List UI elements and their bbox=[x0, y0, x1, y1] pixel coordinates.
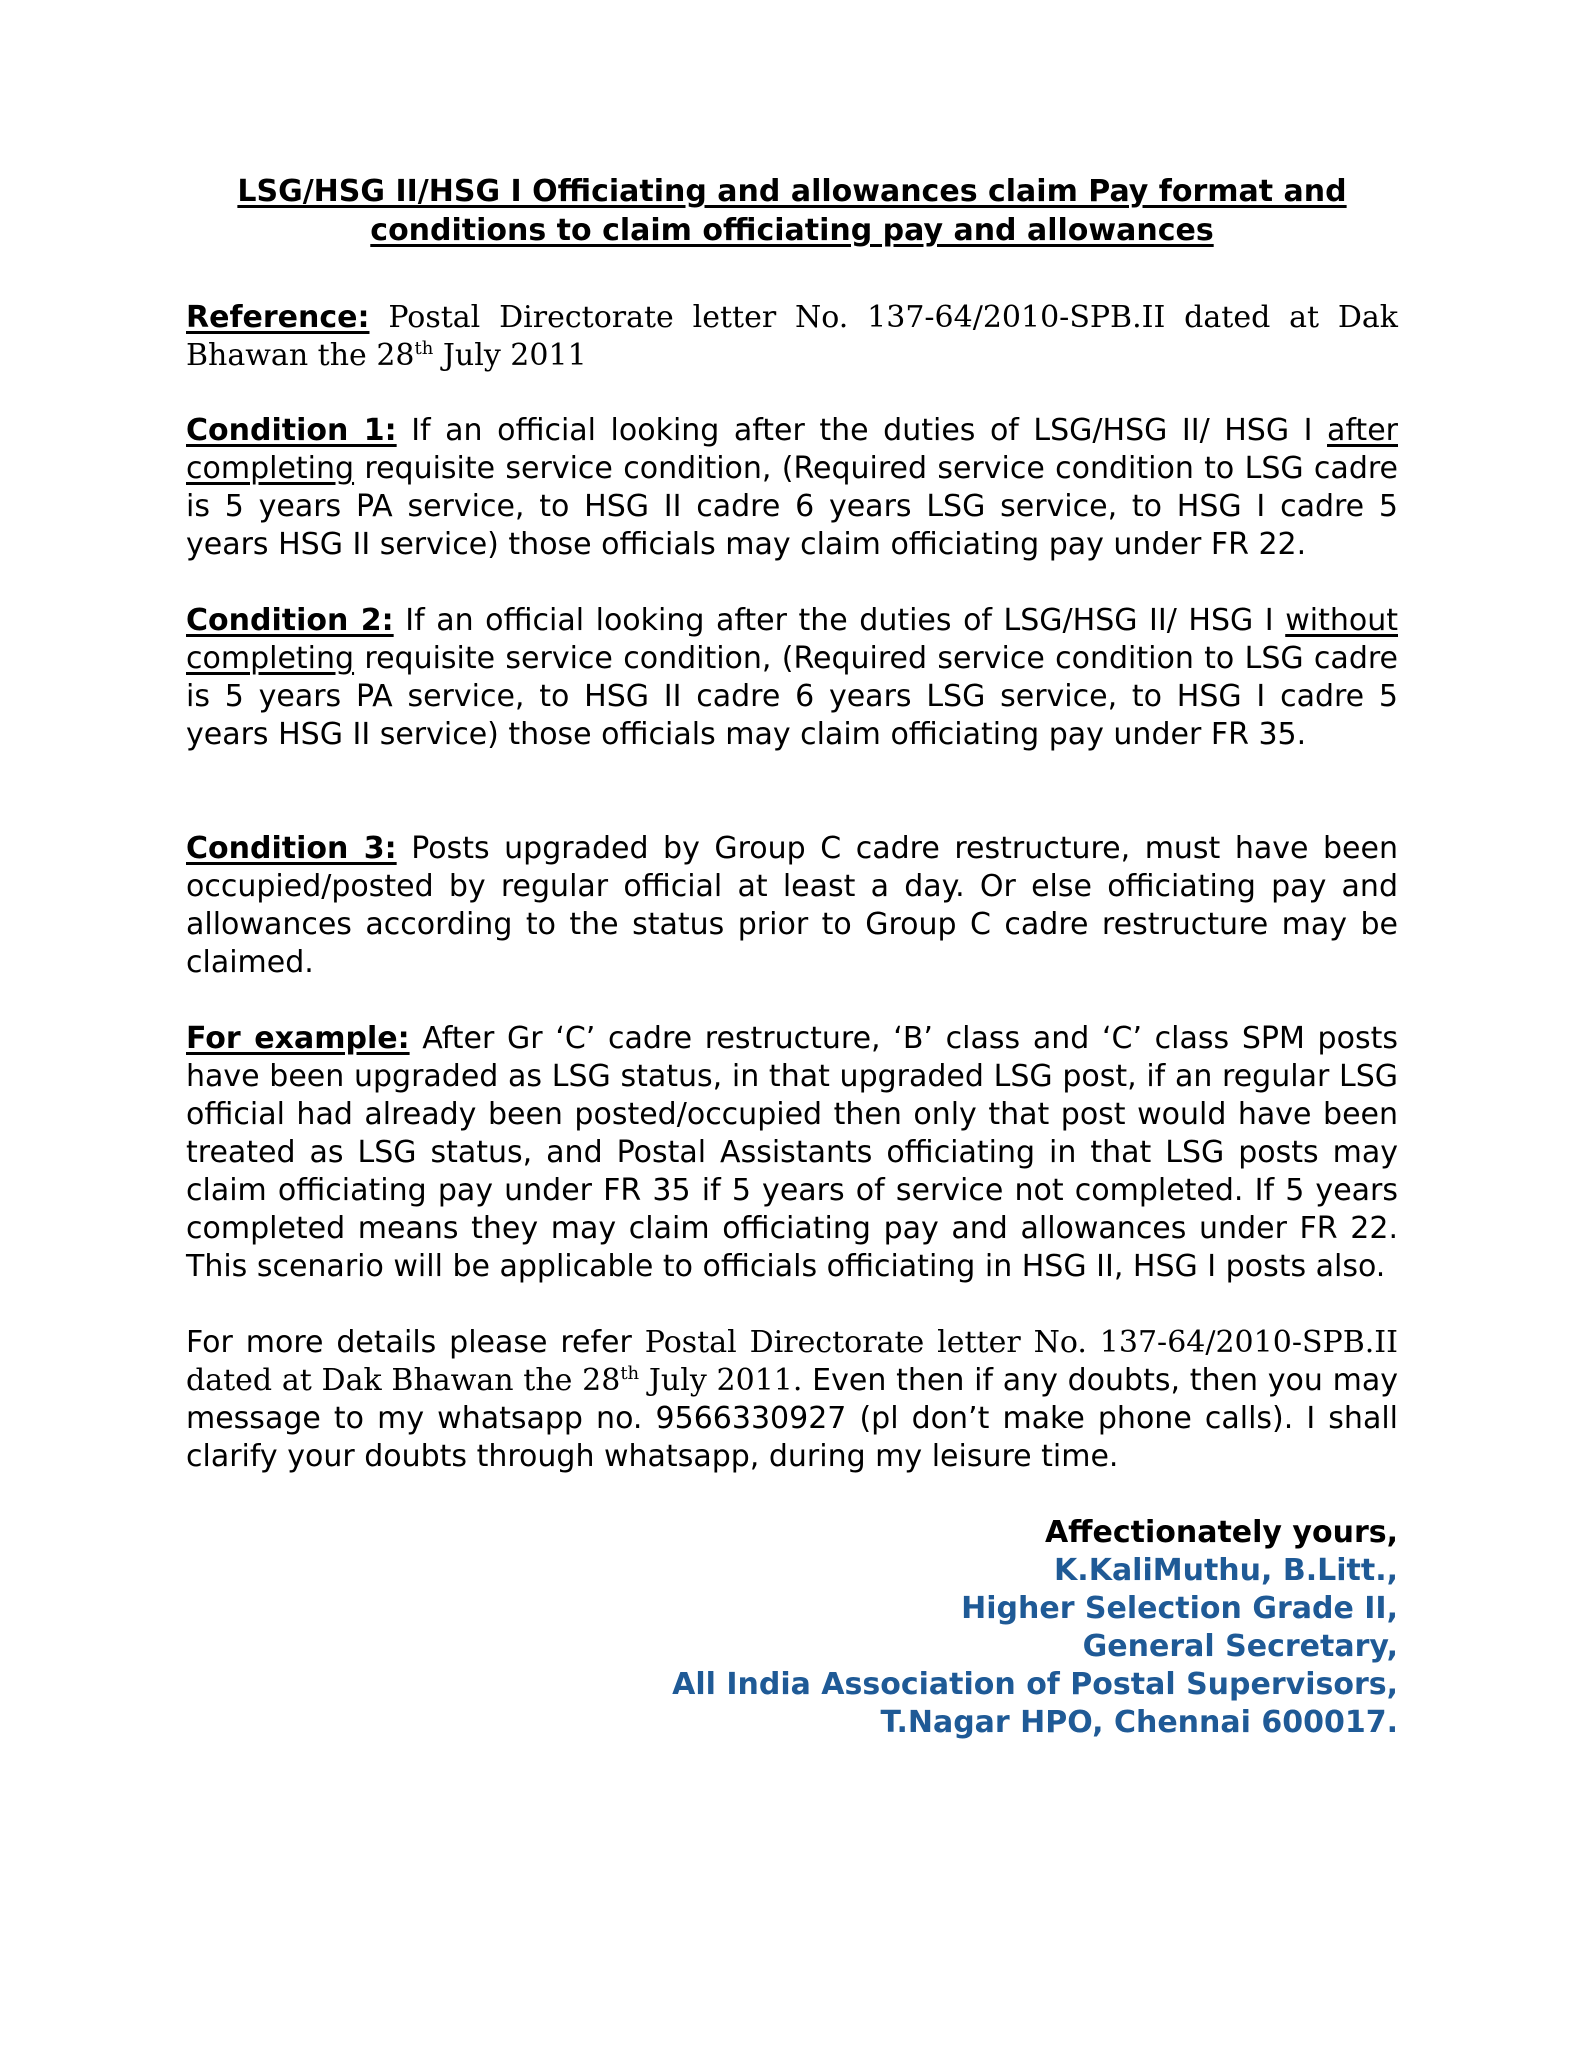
example-paragraph bbox=[186, 1020, 1398, 1286]
reference-sup: th bbox=[414, 338, 434, 359]
signature-name: K.KaliMuthu, B.Litt., bbox=[1054, 1553, 1398, 1588]
condition-3-paragraph bbox=[186, 830, 1398, 982]
details-text-end: Even then if any doubts, then you may message to my whatsapp no. 9566330927 (pl don’t make phone calls). I shall clarify your doubts through whatsapp, during my leisure time. bbox=[186, 1363, 1398, 1474]
signature-role: General Secretary, bbox=[1082, 1629, 1398, 1664]
signature-address: T.Nagar HPO, Chennai 600017. bbox=[880, 1705, 1398, 1740]
document-title bbox=[186, 172, 1398, 250]
condition-2-underlined: without completing bbox=[186, 603, 1398, 676]
condition-1-text: If an official looking after the duties of LSG/HSG II/ HSG I bbox=[411, 413, 1328, 448]
details-paragraph bbox=[186, 1324, 1398, 1476]
example-text: After Gr ‘C’ cadre restructure, ‘B’ class and ‘C’ class SPM posts have been upgraded as LSG status, in that upgraded LSG post, if an regular LSG official had already been posted/occupied then only that post would have been treated as LSG status, and Postal Assistants officiating in that LSG posts may claim officiating pay under FR 35 if 5 years of service not completed. If 5 years completed means they may claim officiating pay and allowances under FR 22. This scenario will be applicable to officials officiating in HSG II, HSG I posts also. bbox=[186, 1021, 1398, 1284]
signature-closing: Affectionately yours, bbox=[1044, 1515, 1398, 1550]
condition-2-paragraph bbox=[186, 602, 1398, 754]
condition-3-label: Condition 3: bbox=[186, 831, 397, 866]
signature-org: All India Association of Postal Supervisors, bbox=[672, 1667, 1398, 1702]
condition-2-text: If an official looking after the duties of LSG/HSG II/ HSG I bbox=[405, 603, 1286, 638]
signature-block bbox=[186, 1514, 1398, 1742]
signature-grade: Higher Selection Grade II, bbox=[961, 1591, 1398, 1626]
condition-3-text: Posts upgraded by Group C cadre restructure, must have been occupied/posted by regular official at least a day. Or else officiating pay and allowances according to the status prior to Group C cadre restructure may be claimed. bbox=[186, 831, 1398, 980]
details-sup: th bbox=[620, 1363, 640, 1384]
details-letter-date: July 2011. bbox=[639, 1363, 803, 1398]
document-page bbox=[186, 172, 1398, 1742]
title-line-2: conditions to claim officiating pay and allowances bbox=[370, 213, 1214, 248]
condition-1-text-end: requisite service condition, (Required service condition to LSG cadre is 5 years PA service, to HSG II cadre 6 years LSG service, to HSG I cadre 5 years HSG II service) those officials may claim officiating pay under FR 22. bbox=[186, 451, 1398, 562]
reference-text: Postal Directorate letter No. 137-64/2010-SPB.II dated at Dak Bhawan the 28 bbox=[186, 300, 1398, 373]
title-line-1: LSG/HSG II/HSG I Officiating and allowances claim Pay format and bbox=[237, 174, 1347, 209]
details-letter-ref: Postal Directorate letter No. 137-64/2010-SPB.II dated at Dak Bhawan the 28 bbox=[186, 1325, 1398, 1398]
example-label: For example: bbox=[186, 1021, 410, 1056]
reference-paragraph bbox=[186, 299, 1398, 375]
condition-2-text-end: requisite service condition, (Required service condition to LSG cadre is 5 years PA service, to HSG II cadre 6 years LSG service, to HSG I cadre 5 years HSG II service) those officials may claim officiating pay under FR 35. bbox=[186, 641, 1398, 752]
details-text: For more details please refer bbox=[186, 1325, 645, 1360]
condition-1-label: Condition 1: bbox=[186, 413, 397, 448]
condition-1-paragraph bbox=[186, 412, 1398, 564]
reference-text-end: July 2011 bbox=[433, 338, 587, 373]
condition-1-underlined: after completing bbox=[186, 413, 1398, 486]
condition-2-label: Condition 2: bbox=[186, 603, 394, 638]
reference-label: Reference: bbox=[186, 300, 370, 335]
